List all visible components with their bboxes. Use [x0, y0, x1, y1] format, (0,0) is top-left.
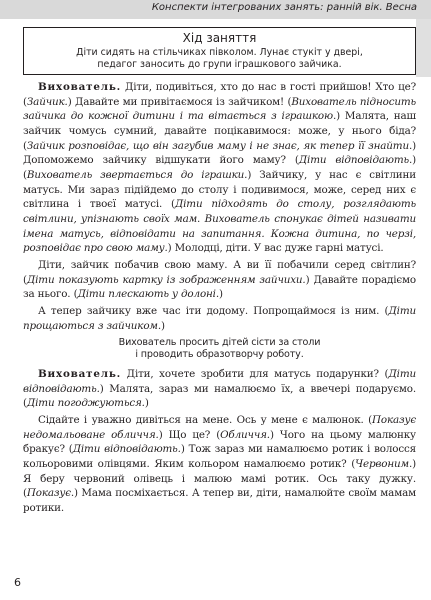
text-run: ) Тож зараз ми намалюємо ротик і волосся кольоровими олівцями. Яким кольором намалюємо ротик? ( [23, 443, 416, 471]
text-run: ) [160, 319, 165, 332]
paragraph-2 [23, 258, 416, 302]
paragraph-5 [23, 413, 416, 516]
page-number: 6 [14, 576, 21, 589]
stage-direction: Діти погоджуються. [26, 397, 145, 410]
paragraph-1 [23, 80, 416, 256]
stage-direction: Вихователь звертається до іграшки. [26, 168, 248, 181]
text-run: ) Мама посміхається. А тепер ви, діти, намалюйте своїм мамам ротики. [23, 487, 416, 515]
stage-direction: Зайчик розповідає, що він загубив маму і не знає, як тепер її знайти. [26, 139, 413, 152]
section-intro-line1: Діти сидять на стільчиках півколом. Лунає стукіт у двері, [76, 47, 363, 58]
text-run: ) Чого на цьому малюнку бракує? ( [23, 428, 416, 456]
stage-direction: Діти показують картку із зображенням зайчихи. [26, 273, 306, 286]
section-frame [23, 27, 416, 75]
speaker-label: Вихователь. [38, 368, 122, 381]
stage-direction: Діти відповідають. [23, 368, 416, 395]
section-intro-line2: педагог заносить до групи іграшкового зайчика. [97, 59, 342, 70]
page-body [23, 80, 416, 518]
stage-direction: Діти плескають у долоні. [77, 288, 219, 301]
stage-direction: Діти прощаються з зайчиком. [23, 304, 416, 332]
stage-direction: Обличчя. [220, 428, 270, 441]
stage-direction: Вихователь підносить зайчика до кожної дитини і та вітається з іграшкою. [23, 95, 416, 123]
instruction-note [23, 337, 416, 361]
text-run: ) Молодці, діти. У вас дуже гарні матусі. [167, 242, 384, 255]
stage-direction: Показує недомальоване обличчя. [23, 414, 416, 441]
stage-direction: Червоним. [355, 458, 413, 471]
page-edge-tab [416, 19, 431, 77]
text-run: ) Малята, наш зайчик чомусь сумний, давайте поцікавимося: може, у нього біда? ( [23, 110, 416, 152]
text-run: ) Я беру червоний олівець і малюю мамі ротик. Ось таку дужку. ( [23, 458, 416, 500]
text-run: ) Давайте ми привітаємося із зайчиком! ( [67, 95, 292, 108]
stage-direction: Діти підходять до столу, розглядають світлини, упізнають своїх мам. Вихователь спонукає дітей називати імена матусь, відповідати на запитання. Кожна дитина, по черзі, розповідає про свою маму. [23, 198, 416, 255]
text-run: ) [144, 397, 149, 410]
text-run: ) ( [23, 154, 416, 181]
text-run: Діти, зайчик побачив свою маму. А ви її побачили серед світлин? ( [23, 258, 416, 286]
running-title: Конспекти інтегрованих занять: ранній вік. Весна [151, 2, 417, 13]
text-run: ) Допоможемо зайчику відшукати його маму? ( [23, 139, 416, 167]
stage-direction: Діти відповідають. [298, 154, 413, 167]
text-run: ) Малята, зараз ми намалюємо їх, а ввечері подаруємо. ( [23, 382, 416, 410]
instruction-line2: і проводить образотворчу роботу. [135, 349, 304, 361]
paragraph-3 [23, 304, 416, 333]
section-title: Хід заняття [182, 31, 257, 45]
paragraph-4 [23, 367, 416, 411]
section-intro [24, 47, 415, 71]
text-run: Сідайте і уважно дивіться на мене. Ось у мене є малюнок. ( [38, 414, 373, 427]
text-run: Діти, подивіться, хто до нас в гості прийшов! Хто це? ( [23, 81, 416, 108]
instruction-line1: Вихователь просить дітей сісти за столи [118, 337, 321, 349]
stage-direction: Зайчик. [26, 95, 68, 108]
text-run: ) [218, 288, 223, 301]
text-run: ) Давайте порадіємо за нього. ( [23, 273, 416, 301]
text-run: А тепер зайчику вже час іти додому. Попрощаймося із ним. ( [38, 304, 389, 317]
text-run: ) Зайчику, у нас є світлини матусь. Ми зараз підійдемо до столу і подивимося, може, серед них є світлина і твоєї матусі. ( [23, 168, 416, 211]
stage-direction: Показує. [26, 487, 75, 500]
speaker-label: Вихователь. [38, 81, 122, 93]
text-run: ) Що це? ( [158, 428, 221, 441]
stage-direction: Діти відповідають. [72, 443, 181, 456]
running-header [0, 0, 431, 19]
text-run: Діти, хочете зробити для матусь подарунки? ( [121, 368, 389, 381]
